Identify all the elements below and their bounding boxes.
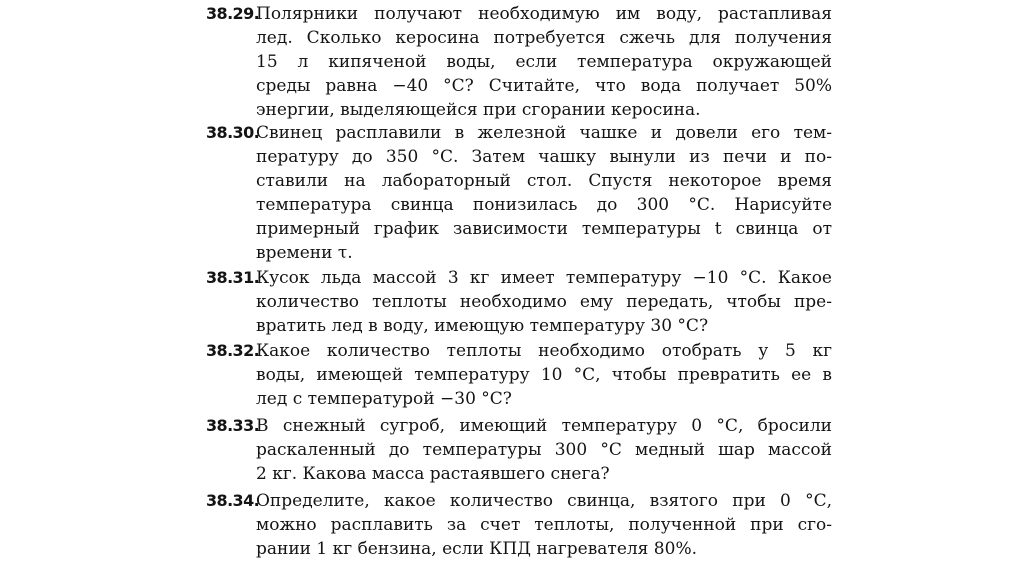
problem-line: ставили на лабораторный стол. Спустя некоторое время bbox=[256, 171, 832, 191]
problem-line: температура свинца понизилась до 300 °С. Нарисуйте bbox=[256, 195, 832, 215]
problem-line: лед с температурой −30 °С? bbox=[256, 389, 512, 409]
problem-line: количество теплоты необходимо ему передать, чтобы пре- bbox=[256, 292, 832, 312]
problem-line: времени τ. bbox=[256, 243, 353, 263]
problem-line: Какое количество теплоты необходимо отобрать у 5 кг bbox=[256, 341, 832, 361]
problem-line: 15 л кипяченой воды, если температура окружающей bbox=[256, 52, 832, 72]
problem-line: 2 кг. Какова масса растаявшего снега? bbox=[256, 464, 610, 484]
problem-line: воды, имеющей температуру 10 °С, чтобы превратить ее в bbox=[256, 365, 832, 385]
problem-line: Свинец расплавили в железной чашке и довели его тем- bbox=[256, 123, 832, 143]
problem-line: Полярники получают необходимую им воду, растапливая bbox=[256, 4, 832, 24]
problem-number: 38.29. bbox=[206, 4, 260, 23]
problem-line: примерный график зависимости температуры t свинца от bbox=[256, 219, 832, 239]
problem-line: Кусок льда массой 3 кг имеет температуру −10 °С. Какое bbox=[256, 268, 832, 288]
problem-number: 38.31. bbox=[206, 268, 260, 287]
problem-line: раскаленный до температуры 300 °С медный шар массой bbox=[256, 440, 832, 460]
textbook-page bbox=[206, 0, 832, 574]
problem-line: рании 1 кг бензина, если КПД нагревателя 80%. bbox=[256, 539, 697, 559]
problem-line: В снежный сугроб, имеющий температуру 0 °С, бросили bbox=[256, 416, 832, 436]
problem-line: среды равна −40 °С? Считайте, что вода получает 50% bbox=[256, 76, 832, 96]
problem-number: 38.34. bbox=[206, 491, 260, 510]
problem-number: 38.30. bbox=[206, 123, 260, 142]
problem-line: энергии, выделяющейся при сгорании керосина. bbox=[256, 100, 701, 120]
problem-number: 38.32. bbox=[206, 341, 260, 360]
problem-line: можно расплавить за счет теплоты, полученной при сго- bbox=[256, 515, 832, 535]
problem-line: пературу до 350 °С. Затем чашку вынули из печи и по- bbox=[256, 147, 832, 167]
problem-line: Определите, какое количество свинца, взятого при 0 °С, bbox=[256, 491, 832, 511]
problem-number: 38.33. bbox=[206, 416, 260, 435]
problem-line: вратить лед в воду, имеющую температуру 30 °С? bbox=[256, 316, 709, 336]
problem-line: лед. Сколько керосина потребуется сжечь для получения bbox=[256, 28, 832, 48]
